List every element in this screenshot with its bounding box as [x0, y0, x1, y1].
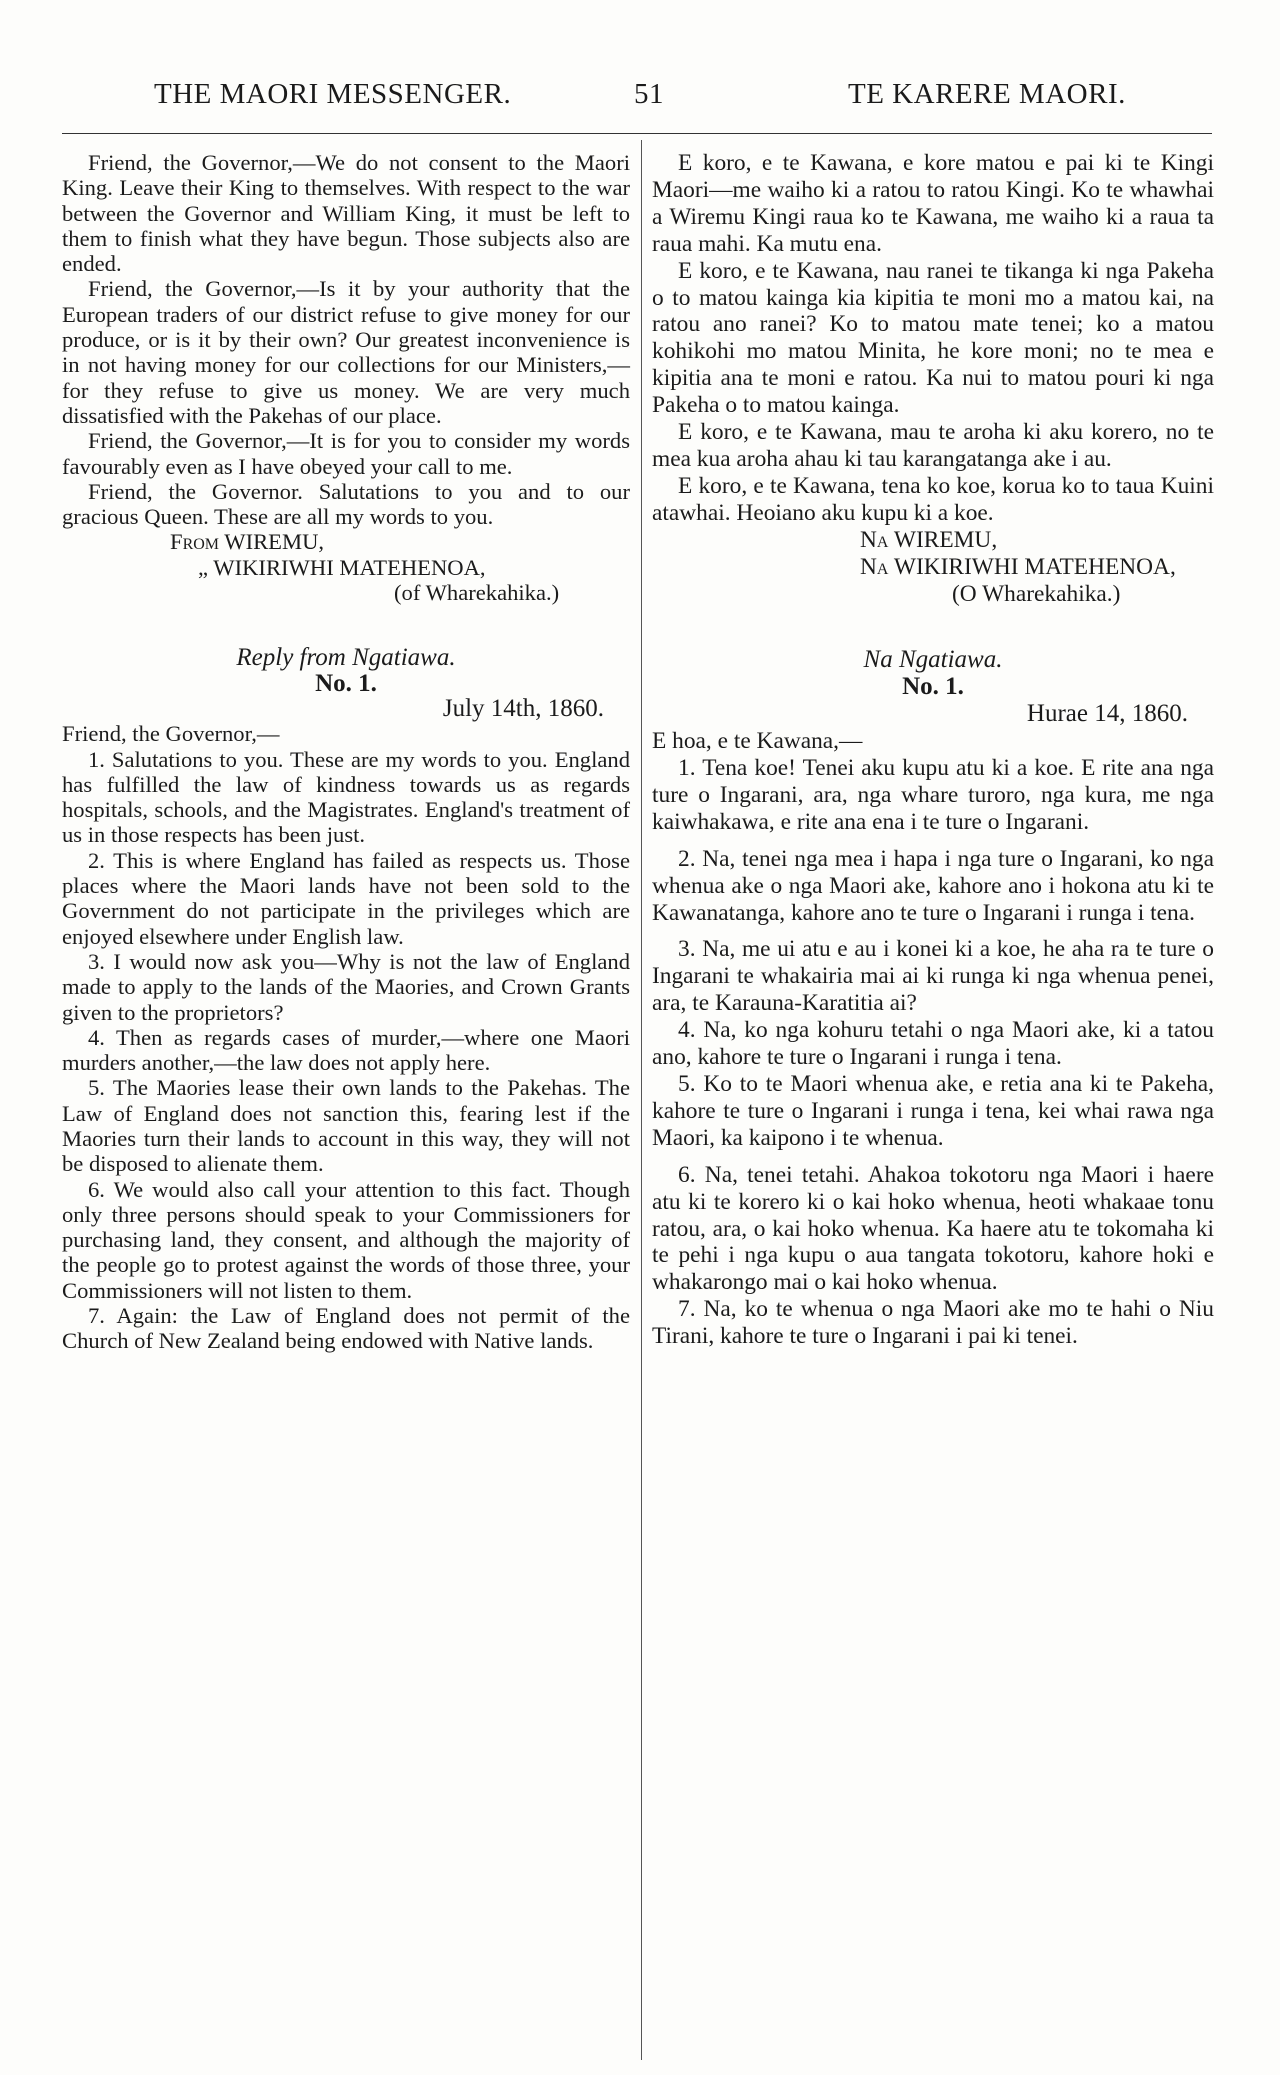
header-english-title: THE MAORI MESSENGER. — [154, 78, 512, 110]
signature-second: Na WIKIRIWHI MATEHENOA, — [860, 553, 1176, 580]
english-paragraph: Friend, the Governor. Salutations to you and to our gracious Queen. These are all my words to you. — [62, 478, 630, 530]
reply-date: July 14th, 1860. — [442, 694, 604, 722]
english-paragraph: Friend, the Governor,—We do not consent to the Maori King. Leave their King to themselves. With respect to the war between the Governor and William King, it must be left to them to finish what they have begun. Those subjects also are ended. — [62, 150, 630, 277]
signature-second: „ WIKIRIWHI MATEHENOA, — [198, 554, 486, 580]
reply-item: 3. Na, me ui atu e au i konei ki a koe, he aha ra te ture o Ingarani te whakairia mai ai ki runga ki nga whenua penei, ara, te Karauna-Karatitia ai? — [652, 936, 1214, 1017]
reply-number: No. 1. — [902, 673, 964, 701]
page-number: 51 — [634, 78, 664, 110]
signature-place: (of Wharekahika.) — [394, 580, 560, 606]
reply-item: 2. This is where England has failed as respects us. Those places where the Maori lands have not been sold to the Government do not participate in the privileges which are enjoyed elsewhere under English law. — [62, 847, 630, 949]
reply-salutation: Friend, the Governor,— — [62, 721, 280, 747]
reply-item: 7. Again: the Law of England does not permit of the Church of New Zealand being endowed with Native lands. — [62, 1303, 630, 1354]
header-maori-title: TE KARERE MAORI. — [848, 78, 1126, 110]
header-rule — [62, 133, 1212, 134]
reply-date: Hurae 14, 1860. — [1026, 700, 1188, 728]
column-divider — [641, 140, 642, 2060]
reply-item: 4. Na, ko nga kohuru tetahi o nga Maori ake, ki a tatou ano, kahore te ture o Ingarani i runga i tena. — [652, 1017, 1214, 1071]
maori-paragraph: E koro, e te Kawana, nau ranei te tikanga ki nga Pakeha o to matou kainga kia kipitia te moni mo a matou kai, na ratou ano ranei? Ko to matou mate tenei; ko a matou kohikohi mo matou Minita, he kore moni; no te mea e kipitia ana te moni e ratou. Ka nui to matou pouri ki nga Pakeha o to matou kainga. — [652, 257, 1214, 419]
reply-item: 1. Tena koe! Tenei aku kupu atu ki a koe. E rite ana nga ture o Ingarani, ara, nga whare turoro, nga kura, me nga kaiwhakawa, e rite ana ena i te ture o Ingarani. — [652, 755, 1214, 835]
maori-paragraph: E koro, e te Kawana, mau te aroha ki aku korero, no te mea kua aroha ahau ki tau karangatanga ake i au. — [652, 419, 1214, 472]
maori-paragraph: E koro, e te Kawana, tena ko koe, korua ko to taua Kuini atawhai. Heoiano aku kupu ki a koe. — [652, 472, 1214, 526]
english-paragraph: Friend, the Governor,—It is for you to consider my words favourably even as I have obeyed your call to me. — [62, 428, 630, 479]
reply-item: 6. We would also call your attention to this fact. Though only three persons should speak to your Commissioners for purchasing land, they consent, and although the majority of the people go to protest against the words of those three, your Commissioners will not listen to them. — [62, 1176, 630, 1303]
reply-title: Reply from Ngatiawa. — [236, 644, 456, 672]
english-column — [62, 150, 630, 1354]
signature-from: Na WIREMU, — [860, 526, 998, 553]
reply-item: 7. Na, ko te whenua o nga Maori ake mo te hahi o Niu Tirani, kahore te ture o Ingarani i pai ki tenei. — [652, 1296, 1214, 1350]
reply-salutation: E hoa, e te Kawana,— — [652, 728, 863, 755]
maori-signature — [652, 527, 1214, 608]
reply-item: 6. Na, tenei tetahi. Ahakoa tokotoru nga Maori i haere atu ki te korero ki o kai hoko whenua, heoti whakaae tonu ratou, ara, o kai hoko whenua. Ka haere atu te tokomaha ki te pehi i nga kupu o aua tangata tokotoru, kahore hoki e whakarongo mai o kai hoko whenua. — [652, 1161, 1214, 1296]
reply-title: Na Ngatiawa. — [863, 646, 1003, 674]
reply-item: 5. The Maories lease their own lands to the Pakehas. The Law of England does not sanction this, fearing lest if the Maories turn their lands to account in this way, they will not be disposed to alienate them. — [62, 1075, 630, 1177]
page-header — [62, 78, 1212, 122]
english-paragraph: Friend, the Governor,—Is it by your authority that the European traders of our district refuse to give money for our produce, or is it by their own? Our greatest inconvenience is in not having money for our collections for our Ministers,—for they refuse to give us money. We are very much dissatisfied with the Pakehas of our place. — [62, 276, 630, 428]
english-signature — [62, 529, 630, 605]
reply-item: 5. Ko to te Maori whenua ake, e retia ana ki te Pakeha, kahore te ture o Ingarani i runga i tena, kei whai rawa nga Maori, ka kaipono i te whenua. — [652, 1071, 1214, 1151]
signature-place: (O Wharekahika.) — [952, 580, 1121, 607]
maori-paragraph: E koro, e te Kawana, e kore matou e pai ki te Kingi Maori—me waiho ki a ratou to ratou Kingi. Ko te whawhai a Wiremu Kingi raua ko te Kawana, me waiho ki a raua ta raua mahi. Ka mutu ena. — [652, 150, 1214, 257]
reply-item: 1. Salutations to you. These are my words to you. England has fulfilled the law of kindness towards us as regards hospitals, schools, and the Magistrates. England's treatment of us in those respects has been just. — [62, 746, 630, 848]
maori-column — [652, 150, 1214, 1350]
reply-number: No. 1. — [315, 669, 377, 697]
reply-item: 3. I would now ask you—Why is not the law of England made to apply to the lands of the Maories, and Crown Grants given to the proprietors? — [62, 948, 630, 1025]
reply-item: 4. Then as regards cases of murder,—where one Maori murders another,—the law does not apply here. — [62, 1024, 630, 1076]
reply-item: 2. Na, tenei nga mea i hapa i nga ture o Ingarani, ko nga whenua ake o nga Maori ake, kahore ano i hokona atu ki te Kawanatanga, kahore ano te ture o Ingarani i runga i tena. — [652, 845, 1214, 926]
signature-from: From WIREMU, — [170, 529, 325, 555]
